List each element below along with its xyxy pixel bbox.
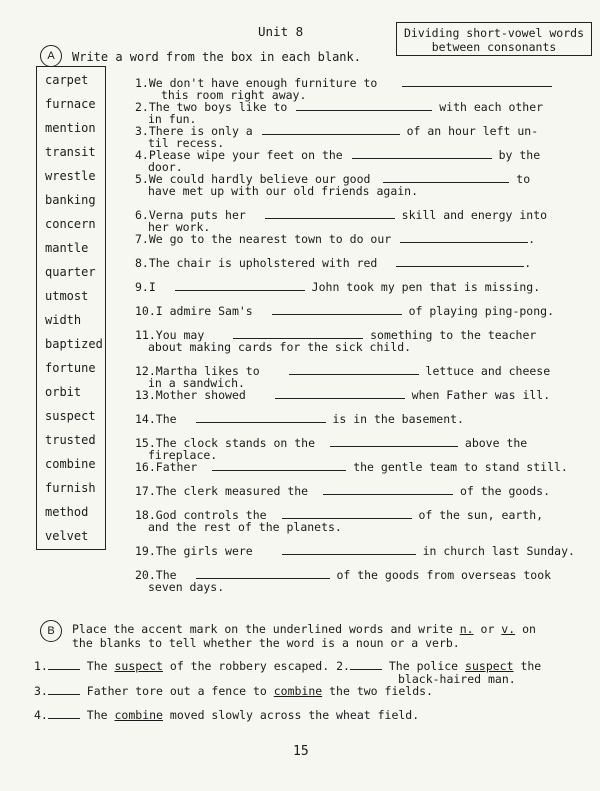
question-19: [135, 544, 575, 557]
question-11: [135, 328, 575, 353]
question-text: of the sun, earth,: [418, 508, 544, 522]
question-13: [135, 388, 575, 401]
question-text-cont: and the rest of the planets.: [148, 520, 342, 534]
answer-blank[interactable]: [289, 364, 419, 375]
question-number: 7.: [135, 232, 149, 246]
question-10: [135, 304, 575, 317]
word-box-item: furnish: [45, 481, 96, 495]
unit-title: Unit 8: [258, 24, 304, 39]
question-text: We could hardly believe our good: [148, 172, 371, 186]
question-text: skill and energy into: [401, 208, 548, 222]
answer-blank[interactable]: [48, 659, 80, 670]
question-text: The: [155, 412, 177, 426]
question-text: with each other: [439, 100, 544, 114]
sentence-number: 3.: [34, 684, 48, 698]
answer-blank[interactable]: [402, 76, 552, 87]
question-number: 12.: [135, 364, 156, 378]
question-20: [135, 568, 575, 593]
word-box-item: trusted: [45, 433, 96, 447]
question-text: God controls the: [155, 508, 267, 522]
answer-blank[interactable]: [175, 280, 305, 291]
question-text: Mother showed: [155, 388, 246, 402]
answer-blank[interactable]: [212, 460, 346, 471]
question-number: 17.: [135, 484, 156, 498]
word-box-item: orbit: [45, 385, 82, 399]
answer-blank[interactable]: [265, 208, 395, 219]
instruction-text: the blanks to tell whether the word is a noun or a verb.: [72, 636, 460, 650]
word-box-item: wrestle: [45, 169, 96, 183]
question-text: The two boys like to: [148, 100, 288, 114]
question-2: [135, 100, 575, 125]
question-text: of the goods from overseas took: [336, 568, 552, 582]
answer-blank[interactable]: [383, 172, 509, 183]
question-text: Martha likes to: [155, 364, 260, 378]
word-box-item: mention: [45, 121, 96, 135]
answer-blank[interactable]: [282, 544, 416, 555]
word-box-item: mantle: [45, 241, 89, 255]
question-text: The girls were: [155, 544, 253, 558]
word-box-item: velvet: [45, 529, 89, 543]
answer-blank[interactable]: [396, 256, 524, 267]
word-box-item: banking: [45, 193, 96, 207]
question-text: Verna puts her: [148, 208, 246, 222]
section-a-instruction: Write a word from the box in each blank.: [72, 50, 361, 64]
sentence-text: The police: [388, 659, 466, 673]
question-8: [135, 256, 575, 269]
word-box-item: carpet: [45, 73, 89, 87]
question-text: .: [524, 256, 532, 270]
question-number: 3.: [135, 124, 149, 138]
instruction-text: on: [515, 622, 536, 636]
question-text: The clerk measured the: [155, 484, 309, 498]
question-text: of an hour left un-: [406, 124, 539, 138]
word-box-item: method: [45, 505, 89, 519]
question-number: 16.: [135, 460, 156, 474]
answer-blank[interactable]: [323, 484, 453, 495]
answer-blank[interactable]: [352, 148, 492, 159]
section-b-instruction: [72, 622, 582, 650]
question-text: lettuce and cheese: [425, 364, 551, 378]
answer-blank[interactable]: [196, 412, 326, 423]
question-number: 6.: [135, 208, 149, 222]
word-box-item: furnace: [45, 97, 96, 111]
question-number: 11.: [135, 328, 156, 342]
answer-blank[interactable]: [275, 388, 405, 399]
question-number: 14.: [135, 412, 156, 426]
question-number: 8.: [135, 256, 149, 270]
underlined-word: combine: [273, 684, 323, 698]
question-14: [135, 412, 575, 425]
question-text-cont: this room right away.: [161, 88, 307, 102]
word-box-item: utmost: [45, 289, 89, 303]
sentence-text: Father tore out a fence to: [86, 684, 274, 698]
question-text: The chair is upholstered with red: [148, 256, 378, 270]
question-9: [135, 280, 575, 293]
sentence-text: The: [86, 708, 115, 722]
sentence-row-3: [34, 684, 584, 698]
question-text: something to the teacher: [370, 328, 537, 342]
topic-box: [396, 22, 592, 56]
sentence-text: the two fields.: [322, 684, 433, 698]
question-text: I: [148, 280, 156, 294]
question-12: [135, 364, 575, 389]
question-17: [135, 484, 575, 497]
question-text-cont: about making cards for the sick child.: [148, 340, 412, 354]
answer-blank[interactable]: [330, 436, 458, 447]
question-1: [135, 76, 575, 101]
section-b-marker: B: [40, 620, 62, 642]
sentence-number: 1.: [34, 659, 48, 673]
question-text: Father: [155, 460, 198, 474]
sentence-text: moved slowly across the wheat field.: [162, 708, 420, 722]
question-text-cont: seven days.: [148, 580, 225, 594]
question-3: [135, 124, 575, 149]
question-text-cont: til recess.: [148, 136, 225, 150]
question-text-cont: in fun.: [148, 112, 197, 126]
question-text: We go to the nearest town to do our: [148, 232, 392, 246]
topic-line-1: Dividing short-vowel words: [403, 26, 584, 40]
question-text-cont: door.: [148, 160, 183, 174]
sentence-text-cont: black-haired man.: [398, 672, 516, 686]
question-text: above the: [464, 436, 528, 450]
verb-label: v.: [501, 622, 516, 636]
question-text: Please wipe your feet on the: [148, 148, 343, 162]
question-number: 10.: [135, 304, 156, 318]
question-number: 4.: [135, 148, 149, 162]
page-number: 15: [293, 744, 309, 759]
answer-blank[interactable]: [272, 304, 402, 315]
underlined-word: combine: [114, 708, 163, 722]
word-box-item: suspect: [45, 409, 96, 423]
question-text-cont: her work.: [148, 220, 211, 234]
question-16: [135, 460, 575, 473]
question-number: 15.: [135, 436, 156, 450]
question-text: John took my pen that is missing.: [311, 280, 541, 294]
sentence-text: the: [513, 659, 542, 673]
word-box-item: transit: [45, 145, 96, 159]
question-text-cont: in a sandwich.: [148, 376, 245, 390]
word-box-item: width: [45, 313, 82, 327]
question-text: to: [516, 172, 531, 186]
question-text: of the goods.: [459, 484, 550, 498]
question-text: in church last Sunday.: [422, 544, 575, 558]
question-text-cont: fireplace.: [148, 448, 218, 462]
question-18: [135, 508, 575, 533]
answer-blank[interactable]: [350, 659, 382, 670]
question-4: [135, 148, 575, 173]
answer-blank[interactable]: [296, 100, 432, 111]
question-text-cont: have met up with our old friends again.: [148, 184, 419, 198]
question-text: .: [528, 232, 536, 246]
answer-blank[interactable]: [400, 232, 528, 243]
question-text: of playing ping-pong.: [408, 304, 554, 318]
question-6: [135, 208, 575, 233]
sentence-number: 2.: [336, 659, 350, 673]
question-7: [135, 232, 575, 245]
question-text: The: [155, 568, 177, 582]
answer-blank[interactable]: [282, 508, 412, 519]
answer-blank[interactable]: [48, 684, 80, 695]
answer-blank[interactable]: [262, 124, 400, 135]
question-text: I admire Sam's: [155, 304, 253, 318]
word-box-item: quarter: [45, 265, 96, 279]
question-number: 20.: [135, 568, 156, 582]
word-box-item: baptized: [45, 337, 103, 351]
noun-label: n.: [459, 622, 474, 636]
question-number: 19.: [135, 544, 156, 558]
sentence-row-1: [34, 659, 584, 686]
sentence-row-4: [34, 708, 584, 722]
question-text: the gentle team to stand still.: [353, 460, 568, 474]
topic-line-2: between consonants: [431, 40, 557, 54]
question-number: 13.: [135, 388, 156, 402]
question-number: 9.: [135, 280, 149, 294]
question-text: There is only a: [148, 124, 253, 138]
sentence-number: 4.: [34, 708, 48, 722]
question-text: when Father was ill.: [411, 388, 551, 402]
question-text: is in the basement.: [332, 412, 464, 426]
question-number: 18.: [135, 508, 156, 522]
word-box: [36, 66, 106, 550]
question-text: The clock stands on the: [155, 436, 316, 450]
instruction-text: or: [473, 622, 502, 636]
section-a-marker: A: [40, 45, 62, 67]
underlined-word: suspect: [465, 659, 514, 673]
word-box-item: combine: [45, 457, 96, 471]
question-text: You may: [155, 328, 205, 342]
instruction-text: Place the accent mark on the underlined words and write: [72, 622, 460, 636]
word-box-item: fortune: [45, 361, 96, 375]
word-box-item: concern: [45, 217, 96, 231]
question-number: 2.: [135, 100, 149, 114]
question-5: [135, 172, 575, 197]
answer-blank[interactable]: [233, 328, 363, 339]
question-number: 1.: [135, 76, 149, 90]
question-15: [135, 436, 575, 461]
answer-blank[interactable]: [48, 708, 80, 719]
question-text: We don't have enough furniture to: [148, 76, 378, 90]
question-number: 5.: [135, 172, 149, 186]
sentence-text: of the robbery escaped.: [162, 659, 330, 673]
sentence-text: The: [86, 659, 115, 673]
question-text: by the: [498, 148, 541, 162]
answer-blank[interactable]: [196, 568, 330, 579]
underlined-word: suspect: [114, 659, 163, 673]
